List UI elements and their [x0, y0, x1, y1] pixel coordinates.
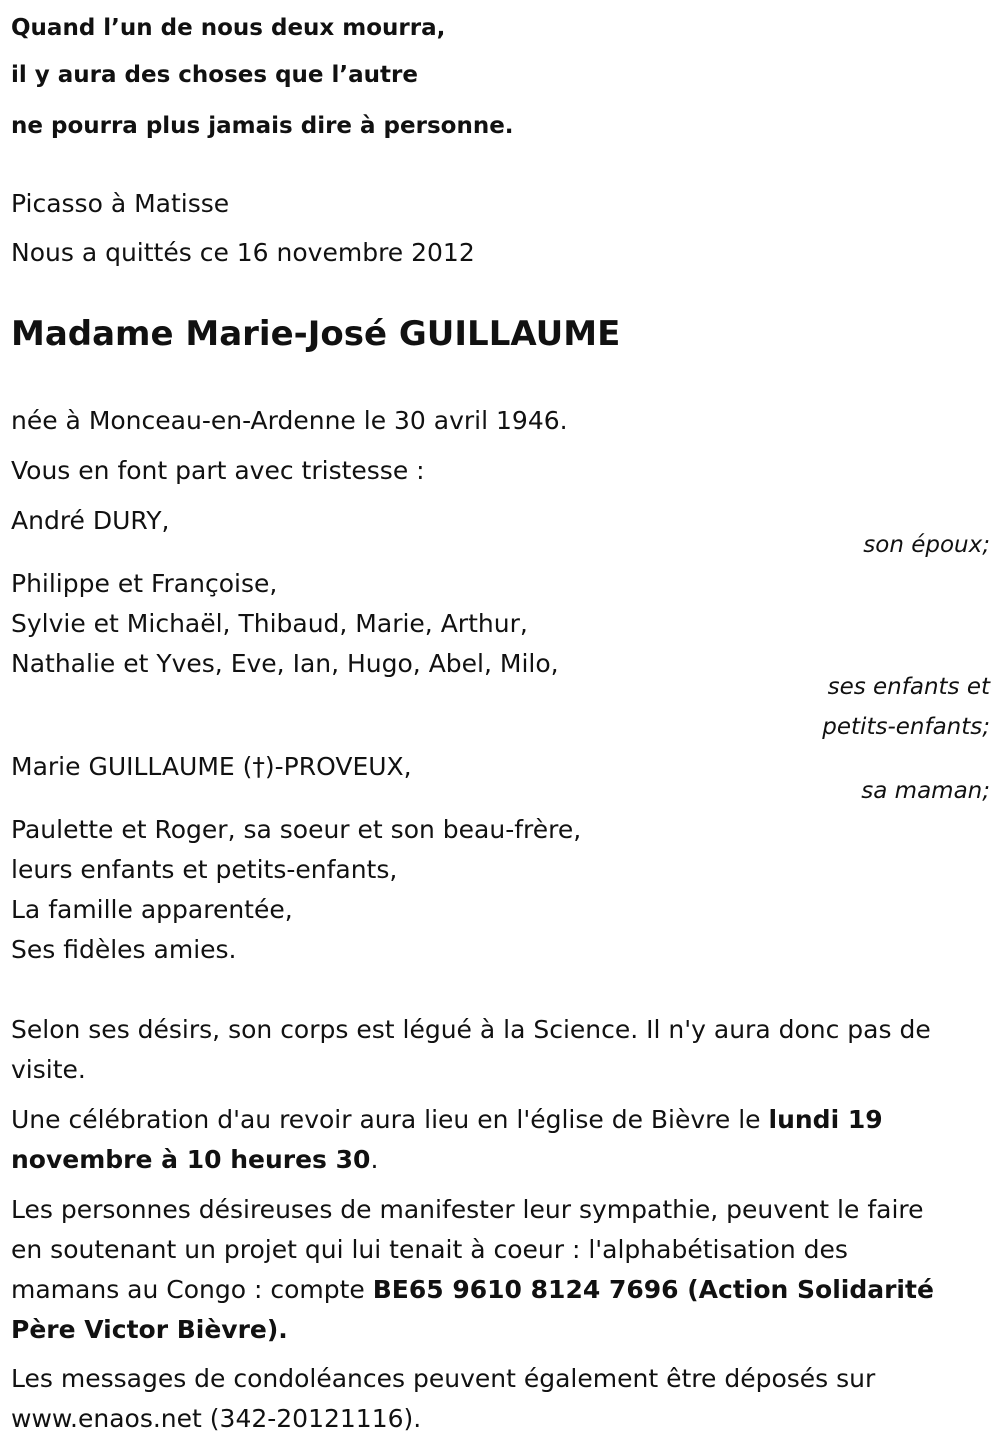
sympathy-line-2: en soutenant un projet qui lui tenait à coeur : l'alphabétisation des — [11, 1235, 848, 1264]
ceremony-text: Une célébration d'au revoir aura lieu en l'église de Bièvre le — [11, 1105, 769, 1134]
children-line-2: Sylvie et Michaël, Thibaud, Marie, Arthur, — [11, 609, 528, 638]
children-line-1: Philippe et Françoise, — [11, 569, 278, 598]
death-announcement: Nous a quittés ce 16 novembre 2012 — [11, 238, 475, 267]
other-family-4: Ses fidèles amies. — [11, 935, 237, 964]
family-intro: Vous en font part avec tristesse : — [11, 456, 425, 485]
ceremony-line-2 — [11, 1143, 378, 1177]
other-family-3: La famille apparentée, — [11, 895, 293, 924]
quote-attribution: Picasso à Matisse — [11, 189, 230, 218]
mother-relation: sa maman; — [861, 778, 990, 804]
sympathy-text: mamans au Congo : compte — [11, 1275, 373, 1304]
other-family-2: leurs enfants et petits-enfants, — [11, 855, 398, 884]
quote-line-3: ne pourra plus jamais dire à personne. — [11, 113, 514, 139]
bank-account: BE65 9610 8124 7696 (Action Solidarité — [372, 1275, 934, 1304]
other-family-1: Paulette et Roger, sa soeur et son beau-frère, — [11, 815, 582, 844]
children-relation-2: petits-enfants; — [822, 714, 990, 740]
children-relation-1: ses enfants et — [827, 674, 990, 700]
condolences-line-2: www.enaos.net (342-20121116). — [11, 1404, 422, 1433]
quote-line-2: il y aura des choses que l’autre — [11, 62, 418, 88]
ceremony-date: lundi 19 — [768, 1105, 883, 1134]
sympathy-line-4: Père Victor Bièvre). — [11, 1315, 288, 1344]
sympathy-line-1: Les personnes désireuses de manifester leur sympathie, peuvent le faire — [11, 1195, 924, 1224]
sympathy-line-3 — [11, 1273, 934, 1307]
quote-line-1: Quand l’un de nous deux mourra, — [11, 15, 446, 41]
wishes-line-1: Selon ses désirs, son corps est légué à la Science. Il n'y aura donc pas de — [11, 1015, 931, 1044]
wishes-line-2: visite. — [11, 1055, 86, 1084]
ceremony-time: novembre à 10 heures 30 — [11, 1145, 371, 1174]
ceremony-line-1 — [11, 1103, 883, 1137]
condolences-line-1: Les messages de condoléances peuvent également être déposés sur — [11, 1364, 876, 1393]
deceased-name: Madame Marie-José GUILLAUME — [11, 314, 621, 354]
spouse-name: André DURY, — [11, 506, 170, 535]
ceremony-period: . — [370, 1145, 379, 1174]
spouse-relation: son époux; — [863, 532, 990, 558]
children-line-3: Nathalie et Yves, Eve, Ian, Hugo, Abel, Milo, — [11, 649, 559, 678]
birth-info: née à Monceau-en-Ardenne le 30 avril 1946. — [11, 406, 568, 435]
mother-name: Marie GUILLAUME (†)-PROVEUX, — [11, 752, 412, 781]
